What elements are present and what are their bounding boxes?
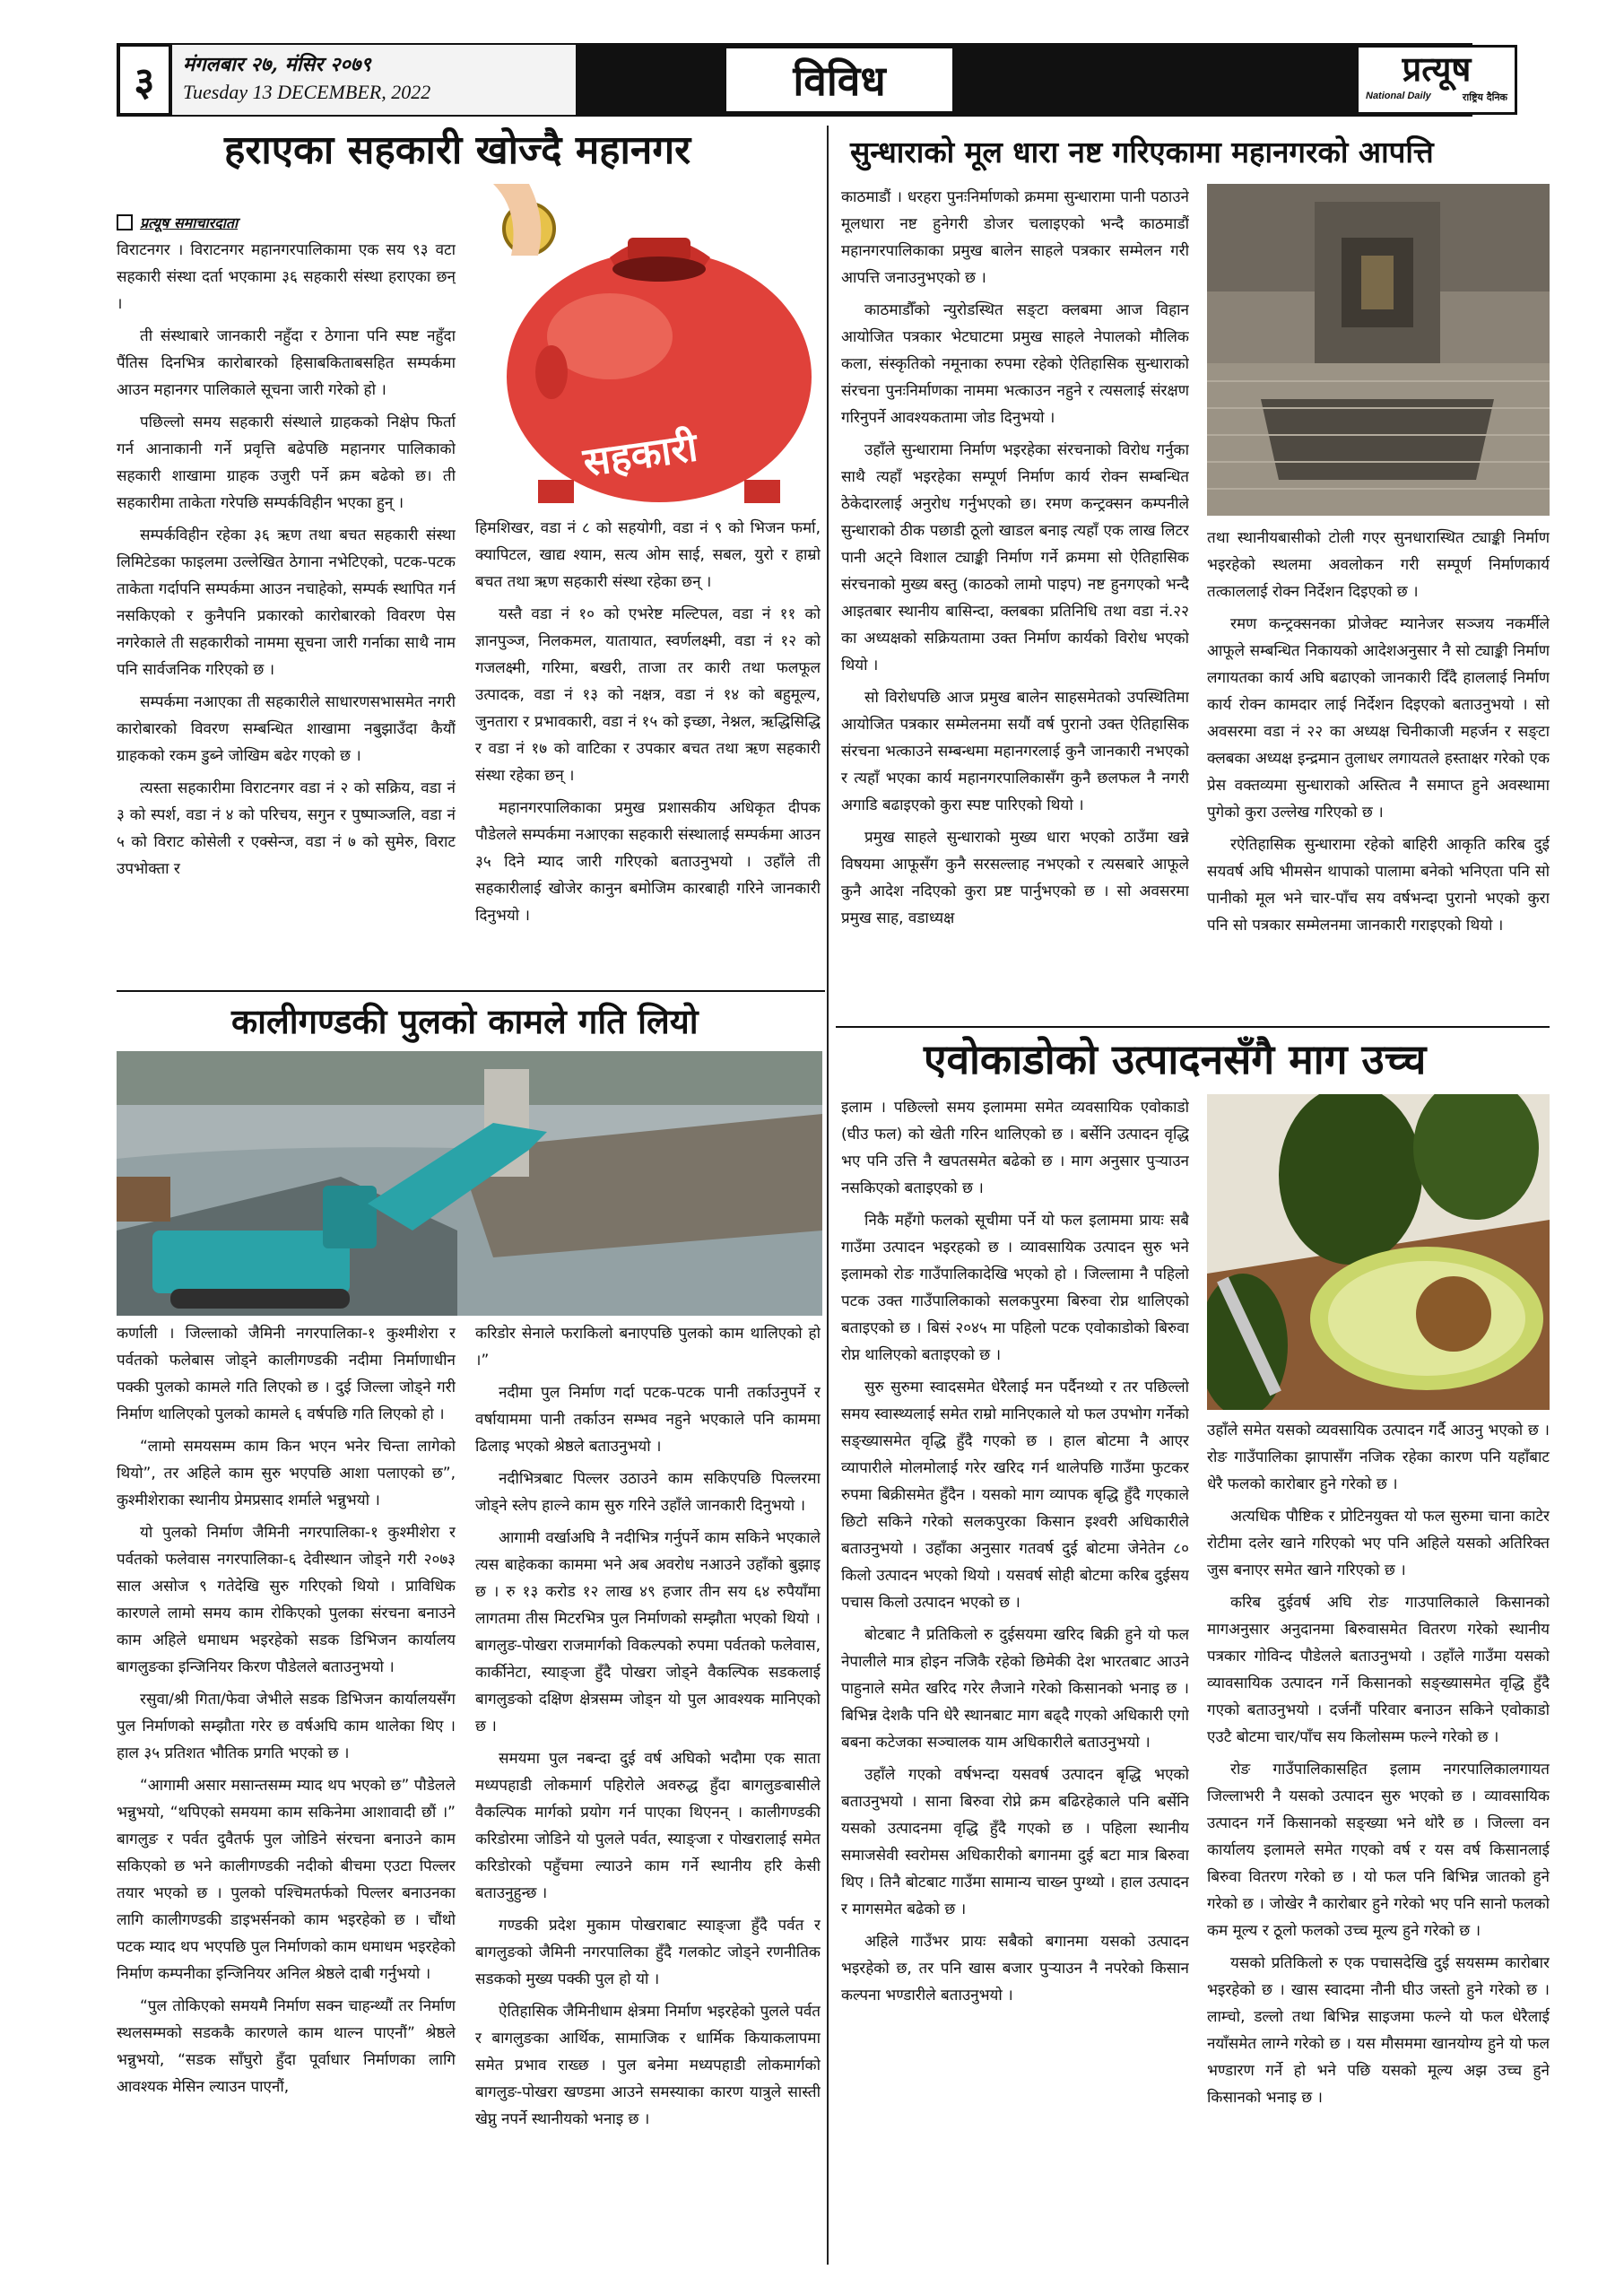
article3-para: समयमा पुल नबन्दा दुई वर्ष अघिको भदौमा एक साता मध्यपहाडी लोकमार्ग पहिरोले अवरुद्ध हुँदा बागलुङबासीले वैकल्पिक मार्गको प्रयोग गर्न पाएका थिएनन् । कालीगण्डकी करिडोरमा जोडिने यो पुलले पर्वत, स्याङ्जा र पोखरालाई समेत करिडोरको पहुँचमा ल्याउने काम गर्ने स्थानीय हरि केसी बताउनुहुन्छ । xyxy=(475,1750,821,1902)
article4-col-left xyxy=(841,1094,1189,2271)
article4-para: यसको प्रतिकिलो रु एक पचासदेखि दुई सयसम्म कारोबार भइरहेको छ । खास स्वादमा नौनी घीउ जस्तो हुने गरेको छ । लाम्चो, डल्लो तथा बिभिन्न साइजमा फल्ने यो फल धेरैलाई नयाँसमेत लाग्ने गरेको छ । यस मौसममा खानयोग्य हुने यो फल भण्डारण गर्ने हो भने पछि यसको मूल्य अझ उच्च हुने किसानको भनाइ छ । xyxy=(1207,1954,1550,2107)
article2-para: तथा स्थानीयबासीको टोली गएर सुनधारास्थित ट्याङ्की निर्माण भइरहेको स्थलमा अवलोकन गरी सम्पूर्ण निर्माणकार्य तत्काललाई रोक्न निर्देशन दिइएको छ । xyxy=(1207,529,1550,601)
article4-para: अहिले गाउँभर प्रायः सबैको बगानमा यसको उत्पादन भइरहेको छ, तर पनि खास बजार पुऱ्याउन नै नपरेको किसान कल्पना भण्डारीले बताउनुभयो । xyxy=(841,1933,1189,2005)
logo-tag-en: National Daily xyxy=(1366,91,1431,101)
article3-para: कर्णाली । जिल्लाको जैमिनी नगरपालिका-१ कुश्मीशेरा र पर्वतको फलेबास जोड्ने कालीगण्डकी नदीमा निर्माणाधीन पक्की पुलको कामले गति लिएको छ । दुई जिल्ला जोड्ने गरी निर्माण थालिएको पुलको कामले ६ वर्षपछि गति लिएको हो । xyxy=(117,1325,456,1423)
article1-para: पछिल्लो समय सहकारी संस्थाले ग्राहकको निक्षेप फिर्ता गर्न आनाकानी गर्ने प्रवृत्ति बढेपछि महानगर पालिकाको सहकारी शाखामा ग्राहक उजुरी पर्ने क्रम बढेको छ। ती सहकारीमा ताकेता गरेपछि सम्पर्कविहीन भएका हुन् । xyxy=(117,413,456,512)
byline xyxy=(117,211,238,234)
section-title-box xyxy=(726,48,952,111)
article4-para: इलाम । पछिल्लो समय इलाममा समेत व्यवसायिक एवोकाडो (घीउ फल) को खेती गरिन थालिएको छ । बर्सेनि उत्पादन वृद्धि भए पनि उत्ति नै खपतसमेत बढेको छ । माग अनुसार पुऱ्याउन नसकिएको बताइएको छ । xyxy=(841,1099,1189,1197)
article2-para: रऐतिहासिक सुन्धारामा रहेको बाहिरी आकृति करिब दुई सयवर्ष अघि भीमसेन थापाको पालामा बनेको भनिएता पनि सो पानीको मूल भने चार-पाँच सय वर्षभन्दा पुरानो भएको कुरा पनि सो पत्रकार सम्मेलनमा जानकारी गराइएको थियो । xyxy=(1207,836,1550,935)
divider-vertical-center xyxy=(827,126,829,2265)
sahakari-label: सहकारी xyxy=(580,424,700,486)
article4-para: उहाँले गएको वर्षभन्दा यसवर्ष उत्पादन बृद्धि भएको बताउनुभयो । साना बिरुवा रोप्ने क्रम बढिरहेकाले पनि बर्सेनि यसको उत्पादनमा वृद्धि हुँदै गएको छ । पहिला स्थानीय समाजसेवी स्वरोमस अधिकारीको बगानमा दुई बटा मात्र बिरुवा थिए । तिनै बोटबाट गाउँमा सामान्य चाख्न पुग्थ्यो । हाल उत्पादन र मागसमेत बढेको छ । xyxy=(841,1766,1189,1918)
bridge-construction-photo xyxy=(117,1051,822,1316)
article4-para: अत्यधिक पौष्टिक र प्रोटिनयुक्त यो फल सुरुमा चाना काटेर रोटीमा दलेर खाने गरिएको भए पनि अहिले यसको अतिरिक्त जुस बनाएर समेत खाने गरिएको छ । xyxy=(1207,1508,1550,1579)
article2-para: रमण कन्ट्रक्सनका प्रोजेक्ट म्यानेजर सञ्जय नकर्मीले आफूले सम्बन्धित निकायको आदेशअनुसार नै सो ट्याङ्की निर्माण लगायतका कार्य अघि बढाएको जानकारी दिँदै हाललाई निर्माण कार्य रोक्न कामदार लाई निर्देशन दिइएको बताउनुभयो । सो अवसरमा वडा नं २२ का अध्यक्ष चिनीकाजी महर्जन र सङ्टा क्लबका अध्यक्ष इन्द्रमान तुलाधर लगायतले हस्ताक्षर गरेको एक प्रेस वक्तव्यमा सुन्धाराको अस्तित्व नै समाप्त हुने अवस्थामा पुगेको कुरा उल्लेख गरिएको छ । xyxy=(1207,615,1550,822)
article2-para: सो विरोधपछि आज प्रमुख बालेन साहसमेतको उपस्थितिमा आयोजित पत्रकार सम्मेलनमा सयौं वर्ष पुरानो उक्त ऐतिहासिक संरचना भत्काउने सम्बन्धमा महानगरलाई कुनै जानकारी नभएको र त्यहाँ भएका कार्य महानगरपालिकासँग कुनै छलफल नै नगरी अगाडि बढाइएको कुरा स्पष्ट पारिएको थियो । xyxy=(841,689,1189,814)
article2-col-left xyxy=(841,184,1189,980)
section-title: विविध xyxy=(793,57,886,105)
article3-para: “पुल तोकिएको समयमै निर्माण सक्न चाहन्थ्यौं तर निर्माण स्थलसम्मको सडककै कारणले काम थाल्न पाएनौं” श्रेष्ठले भन्नुभयो, “सडक साँघुरो हुँदा पूर्वाधार निर्माणका लागि आवश्यक मेसिन ल्याउन पाएनौं, xyxy=(117,1997,456,2096)
article3-para: “लामो समयसम्म काम किन भएन भनेर चिन्ता लागेको थियो”, तर अहिले काम सुरु भएपछि आशा पलाएको छ”, कुश्मीशेराका स्थानीय प्रेमप्रसाद शर्माले भन्नुभयो । xyxy=(117,1438,456,1509)
article2-para: काठमाडौं । धरहरा पुनःनिर्माणको क्रममा सुन्धारामा पानी पठाउने मूलधारा नष्ट हुनेगरी डोजर चलाइएको भन्दै काठमाडौं महानगरपालिकाका प्रमुख बालेन साहले पत्रकार सम्मेलन गरी आपत्ति जनाउनुभएको छ । xyxy=(841,188,1189,287)
article1-para: यस्तै वडा नं १० को एभरेष्ट मल्टिपल, वडा नं ११ को ज्ञानपुञ्ज, निलकमल, यातायात, स्वर्णलक्ष्मी, वडा नं १२ को गजलक्ष्मी, गरिमा, बखरी, ताजा तर कारी तथा फलफूल उत्पादक, वडा नं १३ को नक्षत्र, वडा नं १४ को बहुमूल्य, जुनतारा र प्रभावकारी, वडा नं १५ को इच्छा, नेश्नल, ऋद्धिसिद्धि र वडा नं १७ को वाटिका र उपकार बचत तथा ऋण सहकारी संस्था रहेका छन् । xyxy=(475,605,821,785)
date-box xyxy=(172,43,576,117)
date-english: Tuesday 13 DECEMBER, 2022 xyxy=(183,81,431,103)
article1-para: विराटनगर । विराटनगर महानगरपालिकामा एक सय ९३ वटा सहकारी संस्था दर्ता भएकामा ३६ सहकारी संस्था हराएका छन् । xyxy=(117,241,456,313)
article1-para: महानगरपालिकाका प्रमुख प्रशासकीय अधिकृत दीपक पौडेलले सम्पर्कमा नआएका सहकारी संस्थालाई सम्पर्कमा आउन ३५ दिने म्याद जारी गरिएको बताउनुभयो । उहाँले ती सहकारीलाई खोजेर कानुन बमोजिम कारबाही गरिने जानकारी दिनुभयो । xyxy=(475,799,821,925)
article1-para: हिमशिखर, वडा नं ८ को सहयोगी, वडा नं ९ को भिजन फर्मा, क्यापिटल, खाद्य श्याम, सत्य ओम साई, सबल, युरो र हाम्रो बचत तथा ऋण सहकारी संस्था रहेका छन् । xyxy=(475,519,821,591)
article3-para: गण्डकी प्रदेश मुकाम पोखराबाट स्याङ्जा हुँदै पर्वत र बागलुङको जैमिनी नगरपालिका हुँदै गलकोट जोड्ने रणनीतिक सडकको मुख्य पक्की पुल हो यो । xyxy=(475,1917,821,1988)
article2-headline: सुन्धाराको मूल धारा नष्ट गरिएकामा महानगरको आपत्ति xyxy=(850,135,1434,170)
article1-para: सम्पर्कविहीन रहेका ३६ ऋण तथा बचत सहकारी संस्था लिमिटेडका फाइलमा उल्लेखित ठेगाना नभेटिएको, पटक-पटक ताकेता गर्दापनि सम्पर्कमा आउन नचाहेको, सम्पर्क स्थापित गर्न नसकिएको र कुनैपनि प्रकारको कारोबारको विवरण पेस नगरेकाले ती सहकारीको नाममा सूचना जारी गर्नाका साथै नाम पनि सार्वजनिक गरिएको छ । xyxy=(117,526,456,679)
divider-right-section xyxy=(836,1026,1550,1028)
article2-para: प्रमुख साहले सुन्धाराको मुख्य धारा भएको ठाउँमा खन्ने विषयमा आफूसँग कुनै सरसल्लाह नभएको र त्यसबारे आफूले कुनै आदेश नदिएको कुरा प्रष्ट पार्नुभएको छ । सो अवसरमा प्रमुख साह, वडाध्यक्ष xyxy=(841,829,1189,927)
article1-col-right xyxy=(475,515,821,981)
article4-para: सुरु सुरुमा स्वादसमेत धेरैलाई मन पर्दैनथ्यो र तर पछिल्लो समय स्वास्थ्यलाई समेत राम्रो मानिएकाले यो फल उपभोग गर्नेको सङ्ख्यासमेत वृद्धि हुँदै गएको छ । हाल बोटमा नै आएर व्यापारीले मोलमोलाई गरेर खरिद गर्न थालेपछि गाउँमा फुटकर रुपमा बिक्रीसमेत हुँदैन । यसको माग व्यापक बृद्धि हुँदै गएकाले छिटो सकिने गरेको सलकपुरका किसान इश्वरी अधिकारीले बताउनुभयो । उहाँका अनुसार गतवर्ष दुई बोटमा जेनेतेन ८० किलो उत्पादन भएको थियो । यसवर्ष सोही बोटमा करिब दुईसय पचास किलो उत्पादन भएको छ । xyxy=(841,1378,1189,1612)
byline-text: प्रत्यूष समाचारदाता xyxy=(140,214,239,231)
article2-col-right xyxy=(1207,525,1550,1027)
date-nepali: मंगलबार २७, मंसिर २०७९ xyxy=(183,53,371,76)
article3-para: करिडोर सेनाले फराकिलो बनाएपछि पुलको काम थालिएको हो ।” xyxy=(475,1325,821,1370)
article3-para: रसुवा/श्री गिता/फेवा जेभीले सडक डिभिजन कार्यालयसँग पुल निर्माणको सम्झौता गरेर छ वर्षअघि काम थालेका थिए । हाल ३५ प्रतिशत भौतिक प्रगति भएको छ । xyxy=(117,1691,456,1762)
article3-headline: कालीगण्डकी पुलको कामले गति लियो xyxy=(231,1001,699,1041)
article3-para: “आगामी असार मसान्तसम्म म्याद थप भएको छ” पौडेलले भन्नुभयो, “थपिएको समयमा काम सकिनेमा आशावादी छौं ।” बागलुङ र पर्वत दुवैतर्फ पुल जोडिने संरचना बनाउने काम सकिएको छ भने कालीगण्डकी नदीको बीचमा एउटा पिल्लर तयार भएको छ । पुलको पश्चिमतर्फको पिल्लर बनाउनका लागि कालीगण्डकी डाइभर्सनको काम भइरहेको छ । चौंथो पटक म्याद थप भएपछि पुल निर्माणको काम धमाधम भइरहेको निर्माण कम्पनीका इन्जिनियर अनिल श्रेष्ठले दाबी गर्नुभयो । xyxy=(117,1777,456,1983)
logo-tag-np: राष्ट्रिय दैनिक xyxy=(1462,91,1507,103)
article4-para: बोटबाट नै प्रतिकिलो रु दुईसयमा खरिद बिक्री हुने यो फल नेपालीले मात्र होइन नजिकै रहेको छिमेकी देश भारतबाट आउने पाहुनाले समेत खरिद गरेर लैजाने गरेको किसानको भनाइ छ । बिभिन्न देशकै पनि धेरै स्थानबाट माग बढ्दै गएको अधिकारी एगो बबना कटेजका सञ्चालक याम अधिकारीले बताउनुभयो । xyxy=(841,1626,1189,1752)
article3-para: नदीमा पुल निर्माण गर्दा पटक-पटक पानी तर्काउनुपर्ने र वर्षायाममा पानी तर्काउन सम्भव नहुने भएकाले पनि काममा ढिलाइ भएको श्रेष्ठले बताउनुभयो । xyxy=(475,1384,821,1456)
masthead xyxy=(117,43,1520,117)
article3-para: नदीभित्रबाट पिल्लर उठाउने काम सकिएपछि पिल्लरमा जोड्ने स्लेप हाल्ने काम सुरु गरिने उहाँले जानकारी दिनुभयो । xyxy=(475,1470,821,1515)
page-number-box xyxy=(117,43,172,117)
article2-para: काठमाडौँको न्युरोडस्थित सङ्टा क्लबमा आज विहान आयोजित पत्रकार भेटघाटमा प्रमुख साहले नेपालको मौलिक कला, संस्कृतिको नमूनाका रुपमा रहेको ऐतिहासिक सुन्धाराको संरचना पुनःनिर्माणका नाममा भत्काउन नहुने र त्यसलाई संरक्षण गरिनुपर्ने आवश्यकतामा जोड दिनुभयो । xyxy=(841,301,1189,427)
article3-para: यो पुलको निर्माण जैमिनी नगरपालिका-१ कुश्मीशेरा र पर्वतको फलेवास नगरपालिका-६ देवीस्थान जोड्ने गरी २०७३ साल असोज ९ गतेदेखि सुरु गरिएको थियो । प्राविधिक कारणले लामो समय काम रोकिएको पुलका संरचना बनाउने काम अहिले धमाधम भइरहेको सडक डिभिजन कार्यालय बागलुङका इन्जिनियर किरण पौडेलले बताउनुभयो । xyxy=(117,1524,456,1676)
article4-headline: एवोकाडोको उत्पादनसँगै माग उच्च xyxy=(924,1035,1427,1083)
article1-para: ती संस्थाबारे जानकारी नहुँदा र ठेगाना पनि स्पष्ट नहुँदा पैंतिस दिनभित्र कारोबारको हिसाबकिताबसहित सम्पर्कमा आउन महानगर पालिकाले सूचना जारी गरेको हो । xyxy=(117,327,456,399)
article4-para: रोङ गाउँपालिकासहित इलाम नगरपालिकालगायत जिल्लाभरी नै यसको उत्पादन सुरु भएको छ । व्यावसायिक उत्पादन गर्ने किसानको सङ्ख्या भने थोरै छ । जिल्ला वन कार्यालय इलामले समेत गएको वर्ष र यस वर्ष किसानलाई बिरुवा वितरण गरेको छ । यो फल पनि बिभिन्न जातको हुने गरेको छ । जोखेर नै कारोबार हुने गरेको भए पनि सानो फलको कम मूल्य र ठूलो फलको उच्च मूल्य हुने गरेको छ । xyxy=(1207,1761,1550,1940)
article1-headline: हराएका सहकारी खोज्दै महानगर xyxy=(224,127,691,173)
prev-arrow-icon[interactable] xyxy=(699,65,716,93)
article3-col-left xyxy=(117,1320,456,2271)
article2-para: उहाँले सुन्धारामा निर्माण भइरहेका संरचनाको विरोध गर्नुका साथै त्यहाँ भइरहेका सम्पूर्ण निर्माण कार्य रोक्न सम्बन्धित ठेकेदारलाई अनुरोध गर्नुभएको छ। रमण कन्ट्रक्सन कम्पनीले सुन्धाराको ठीक पछाडी ठूलो खाडल बनाइ त्यहाँ एक लाख लिटर पानी अट्ने विशाल ट्याङ्की निर्माण गर्ने क्रममा सो ऐतिहासिक संरचनाको मुख्य बस्तु (काठको लामो पाइप) नष्ट हुनगएको भन्दै आइतबार स्थानीय बासिन्दा, क्लबका प्रतिनिधि तथा वडा नं.२२ का अध्यक्षको सक्रियतामा उक्त निर्माण कार्यको विरोध भएको थियो । xyxy=(841,441,1189,674)
article3-col-right xyxy=(475,1320,821,2271)
article3-para: ऐतिहासिक जैमिनीधाम क्षेत्रमा निर्माण भइरहेको पुलले पर्वत र बागलुङका आर्थिक, सामाजिक र धार्मिक कियाकलापमा समेत प्रभाव राख्छ । पुल बनेमा मध्यपहाडी लोकमार्गको बागलुङ-पोखरा खण्डमा आउने समस्याका कारण यात्रुले सास्ती खेप्नु नपर्ने स्थानीयको भनाइ छ । xyxy=(475,2003,821,2128)
article1-col-left xyxy=(117,237,456,981)
article1-para: त्यस्ता सहकारीमा विराटनगर वडा नं २ को सक्रिय, वडा नं ३ को स्पर्श, वडा नं ४ को परिचय, सगुन र पुष्पाञ्जलि, वडा नं ५ को विराट कोसेली र एक्सेन्ज, वडा नं ७ को सुमेरु, विराट उपभोक्ता र xyxy=(117,779,456,878)
sahakari-illustration xyxy=(475,184,821,509)
article1-para: सम्पर्कमा नआएका ती सहकारीले साधारणसभासमेत नगरी कारोबारको विवरण सम्बन्धित शाखामा नबुझाउँदा कैयौं ग्राहकको रकम डुब्ने जोखिम बढेर गएको छ । xyxy=(117,693,456,765)
article4-para: उहाँले समेत यसको व्यवसायिक उत्पादन गर्दै आउनु भएको छ । रोङ गाउँपालिका झापासँग नजिक रहेका कारण पनि यहाँबाट धेरै फलको कारोबार हुने गरेको छ । xyxy=(1207,1422,1550,1493)
avocado-photo xyxy=(1207,1094,1550,1410)
logo[interactable] xyxy=(1356,45,1517,115)
sundhara-photo xyxy=(1207,184,1550,516)
page-number: ३ xyxy=(134,59,155,105)
byline-box-icon xyxy=(117,214,133,230)
logo-text: प्रत्यूष xyxy=(1402,48,1472,89)
article4-para: करिब दुईवर्ष अघि रोङ गाउपालिकाले किसानको मागअनुसार अनुदानमा बिरुवासमेत वितरण गरेको स्थानीय पत्रकार गोविन्द पौडेलले बताउनुभयो । उहाँले गाउँमा यसको व्यावसायिक उत्पादन गर्ने किसानको सङ्ख्यासमेत वृद्धि हुँदै गएको बताउनुभयो । दर्जनौं परिवार बनाउन सकिने एवोकाडो एउटै बोटमा चार/पाँच सय किलोसम्म फल्ने गरेको छ । xyxy=(1207,1594,1550,1746)
next-arrow-icon[interactable] xyxy=(963,65,979,93)
article3-para: आगामी वर्खाअघि नै नदीभित्र गर्नुपर्ने काम सकिने भएकाले त्यस बाहेकका काममा भने अब अवरोध नआउने उहाँको बुझाइ छ । रु १३ करोड १२ लाख ४९ हजार तीन सय ६४ रुपैयाँमा लागतमा तीस मिटरभित्र पुल निर्माणको सम्झौता भएको थियो । बागलुङ-पोखरा राजमार्गको विकल्पको रुपमा पर्वतको फलेवास, कार्कीनेटा, स्याङ्जा हुँदै पोखरा जोड्ने वैकल्पिक सडकलाई बागलुङको दक्षिण क्षेत्रसम्म जोड्न यो पुल आवश्यक मानिएको छ । xyxy=(475,1529,821,1735)
divider-left-section xyxy=(117,990,825,992)
article4-col-right xyxy=(1207,1417,1550,2271)
article4-para: निकै महँगो फलको सूचीमा पर्ने यो फल इलाममा प्रायः सबै गाउँमा उत्पादन भइरहको छ । व्यावसायिक उत्पादन सुरु भने इलामको रोङ गाउँपालिकादेखि भएको हो । जिल्लामा नै पहिलो पटक उक्त गाउँपालिकाको सलकपुरमा बिरुवा रोप्न थालिएको बताइएको छ । बिसं २०४५ मा पहिलो पटक एवोकाडोको बिरुवा रोप्न थालिएको बताइएको छ । xyxy=(841,1212,1189,1364)
